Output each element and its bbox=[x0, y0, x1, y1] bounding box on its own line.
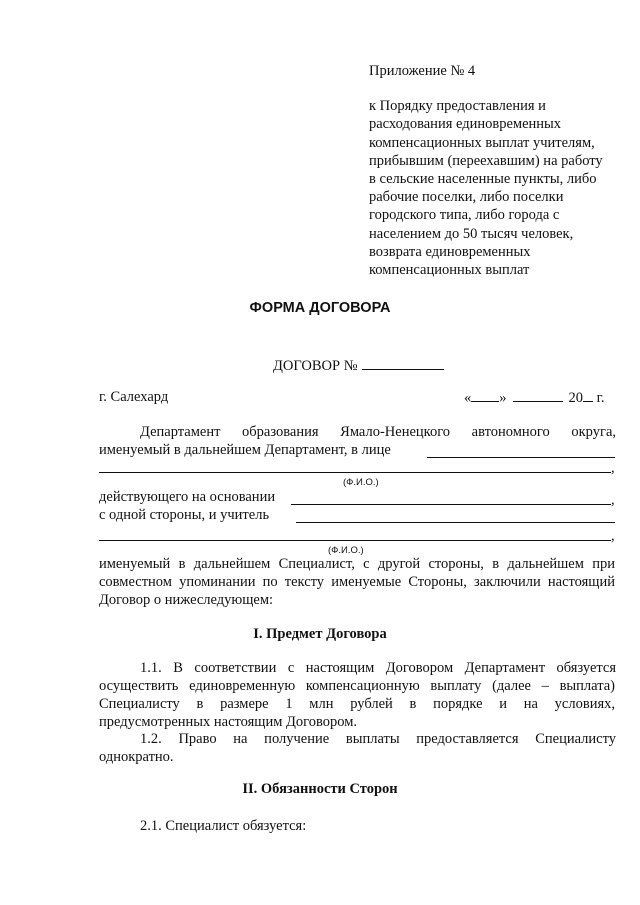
contract-number-label: ДОГОВОР № bbox=[273, 358, 358, 374]
parties-text-line: совместном упоминании по тексту именуемые Стороны, заключили настоящий bbox=[99, 574, 615, 590]
date-open-quote: « bbox=[464, 390, 472, 406]
section-2-title: II. Обязанности Сторон bbox=[242, 781, 398, 797]
appendix-line: рабочие поселки, либо поселки bbox=[369, 189, 564, 206]
basis-blank[interactable] bbox=[291, 504, 611, 505]
month-blank[interactable] bbox=[513, 389, 563, 402]
clause-1-1-line: Специалисту в размере 1 млн рублей в порядке и на условиях, bbox=[99, 696, 615, 712]
teacher-blank-2[interactable] bbox=[99, 540, 611, 541]
appendix-block bbox=[369, 62, 603, 279]
parties-line-1: Департамент образования Ямало-Ненецкого автономного округа, bbox=[140, 424, 616, 440]
clause-1-1-line: 1.1. В соответствии с настоящим Договором Департамент обязуется bbox=[140, 660, 616, 676]
comma: , bbox=[611, 492, 615, 508]
clause-1-2-line: однократно. bbox=[99, 749, 174, 765]
year-blank[interactable] bbox=[583, 389, 593, 402]
representative-blank-1[interactable] bbox=[427, 457, 615, 458]
comma: , bbox=[611, 460, 615, 476]
clause-1-1-line: предусмотренных настоящим Договором. bbox=[99, 714, 358, 730]
appendix-line: компенсационных выплат bbox=[369, 262, 530, 279]
appendix-line: в сельские населенные пункты, либо bbox=[369, 171, 597, 188]
appendix-line: расходования единовременных bbox=[369, 116, 562, 133]
contract-number-blank[interactable] bbox=[362, 356, 444, 370]
day-blank[interactable] bbox=[471, 389, 499, 402]
clause-1-1-line: осуществить единовременную компенсационную выплату (далее – выплата) bbox=[99, 678, 615, 694]
date-line bbox=[464, 389, 605, 407]
appendix-line: городского типа, либо города с bbox=[369, 207, 560, 224]
fio-caption: (Ф.И.О.) bbox=[343, 477, 379, 488]
section-1-title: I. Предмет Договора bbox=[253, 626, 387, 642]
appendix-title: Приложение № 4 bbox=[369, 63, 476, 79]
comma: , bbox=[611, 528, 615, 544]
clause-2-1: 2.1. Специалист обязуется: bbox=[140, 818, 307, 834]
appendix-line: возврата единовременных bbox=[369, 243, 531, 260]
appendix-line: компенсационных выплат учителям, bbox=[369, 134, 595, 151]
contract-number bbox=[273, 356, 444, 375]
teacher-blank-1[interactable] bbox=[296, 522, 615, 523]
appendix-line: населением до 50 тысяч человек, bbox=[369, 225, 574, 242]
appendix-line: прибывшим (переехавшим) на работу bbox=[369, 152, 603, 169]
date-close-quote: » bbox=[499, 390, 507, 406]
representative-blank-2[interactable] bbox=[99, 472, 611, 473]
acting-on-basis-label: действующего на основании bbox=[99, 489, 276, 505]
appendix-line: к Порядку предоставления и bbox=[369, 98, 546, 115]
parties-text-line: именуемый в дальнейшем Специалист, с другой стороны, в дальнейшем при bbox=[99, 556, 615, 572]
clause-1-2-line: 1.2. Право на получение выплаты предоставляется Специалисту bbox=[140, 731, 616, 747]
city-label: г. Салехард bbox=[99, 389, 169, 405]
one-side-teacher-label: с одной стороны, и учитель bbox=[99, 507, 270, 523]
parties-text-line: Договор о нижеследующем: bbox=[99, 592, 274, 608]
year-prefix: 20 bbox=[568, 390, 583, 406]
fio-caption: (Ф.И.О.) bbox=[328, 545, 364, 556]
form-title: ФОРМА ДОГОВОРА bbox=[249, 300, 391, 316]
year-suffix: г. bbox=[596, 390, 605, 406]
parties-line-2: именуемый в дальнейшем Департамент, в лице bbox=[99, 442, 391, 458]
